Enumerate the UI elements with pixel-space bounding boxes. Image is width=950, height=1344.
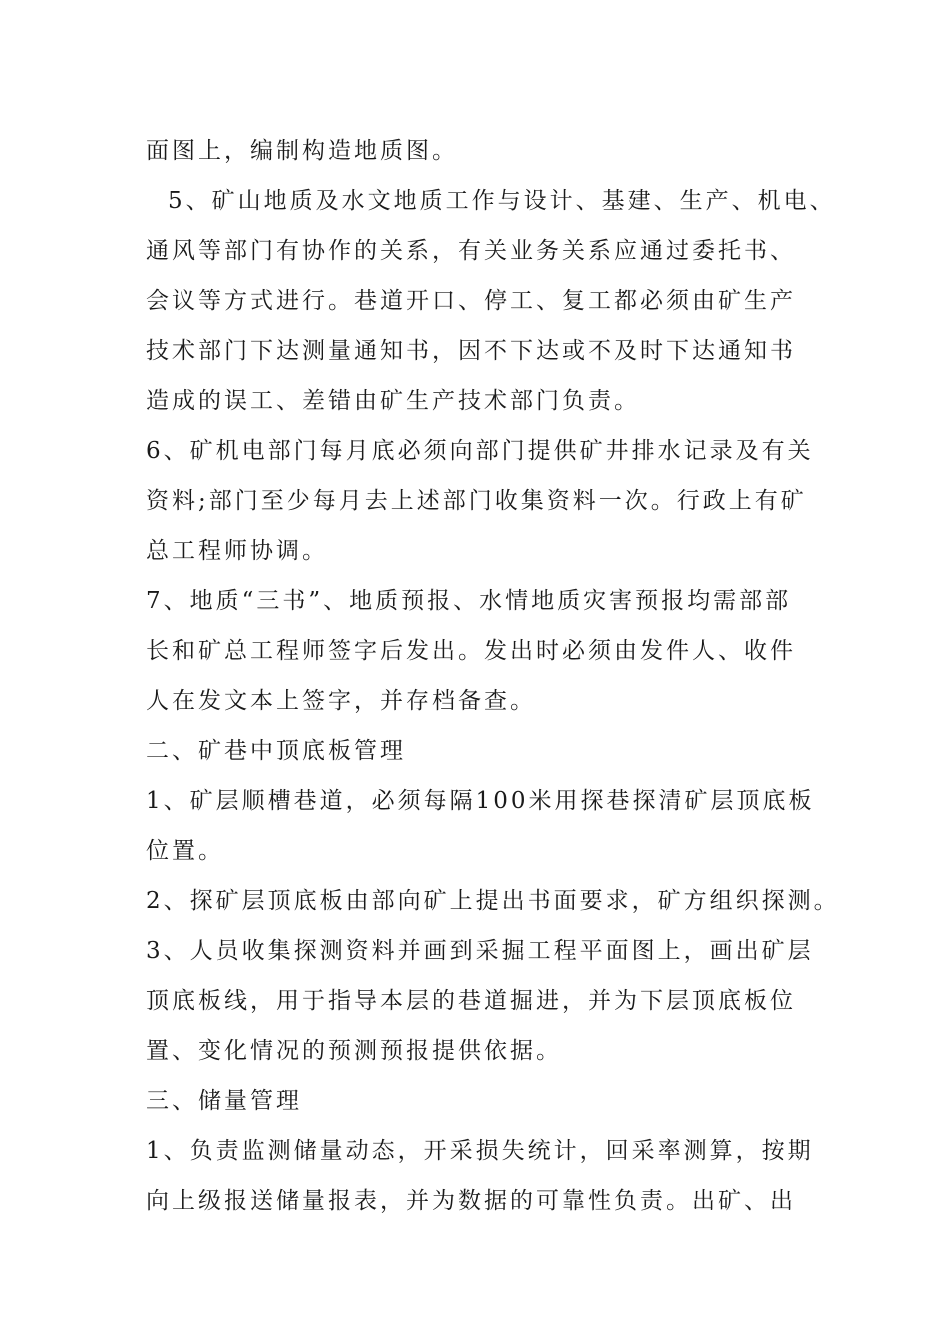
section-heading: 三、储量管理 (146, 1088, 302, 1114)
text-line: 技术部门下达测量通知书，因不下达或不及时下达通知书 (146, 338, 796, 364)
text-line: 长和矿总工程师签字后发出。发出时必须由发件人、收件 (146, 638, 796, 664)
section-heading: 二、矿巷中顶底板管理 (146, 738, 406, 764)
text-line: 2、探矿层顶底板由部向矿上提出书面要求，矿方组织探测。 (146, 888, 840, 914)
text-line: 1、矿层顺槽巷道，必须每隔100米用探巷探清矿层顶底板 (146, 788, 815, 814)
text-line: 1、负责监测储量动态，开采损失统计，回采率测算，按期 (146, 1138, 814, 1164)
text-line: 6、矿机电部门每月底必须向部门提供矿井排水记录及有关 (146, 438, 814, 464)
text-line: 顶底板线，用于指导本层的巷道掘进，并为下层顶底板位 (146, 988, 796, 1014)
text-line: 通风等部门有协作的关系，有关业务关系应通过委托书、 (146, 238, 796, 264)
text-line: 造成的误工、差错由矿生产技术部门负责。 (146, 388, 640, 414)
text-line: 资料;部门至少每月去上述部门收集资料一次。行政上有矿 (146, 488, 807, 514)
text-line: 7、地质“三书”、地质预报、水情地质灾害预报均需部部 (146, 588, 792, 614)
text-line: 位置。 (146, 838, 224, 864)
text-line: 人在发文本上签字，并存档备查。 (146, 688, 536, 714)
text-line: 面图上，编制构造地质图。 (146, 138, 458, 164)
text-line: 总工程师协调。 (146, 538, 328, 564)
text-line: 置、变化情况的预测预报提供依据。 (146, 1038, 562, 1064)
text-line: 向上级报送储量报表，并为数据的可靠性负责。出矿、出 (146, 1188, 796, 1214)
text-line: 5、矿山地质及水文地质工作与设计、基建、生产、机电、 (168, 188, 836, 214)
text-line: 会议等方式进行。巷道开口、停工、复工都必须由矿生产 (146, 288, 796, 314)
text-line: 3、人员收集探测资料并画到采掘工程平面图上，画出矿层 (146, 938, 814, 964)
